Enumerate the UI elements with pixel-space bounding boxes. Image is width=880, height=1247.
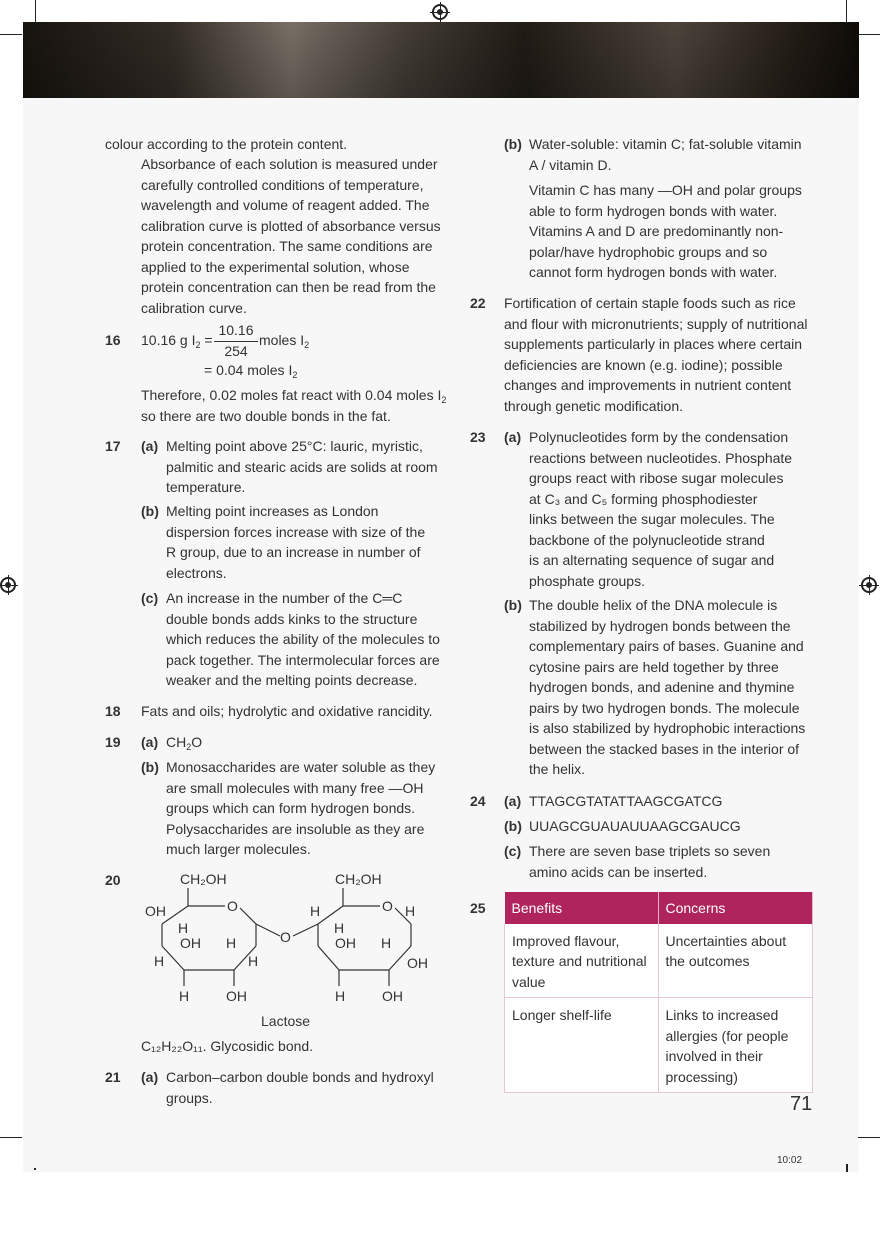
crop-mark — [0, 34, 22, 35]
crop-mark — [846, 0, 847, 22]
q17c-text: An increase in the number of the C═C double bonds adds kinks to the structure which reduces the ability of the molecules to pack together. The intermolecular forces are weaker and the melting points decrease. — [166, 590, 440, 688]
q23a-text: Polynucleotides form by the condensation reactions between nucleotides. Phosphate groups react with ribose sugar molecules at C₃ and C₅ forming phosphodiester links between the sugar molecules. The backbone of the polynucleotide strand is an alternating sequence of sugar and phosphate groups. — [529, 429, 793, 589]
q19a-formula: $CH_2O$ — [166, 734, 203, 752]
ch2oh-label: CH₂OH — [335, 871, 382, 887]
oh-label: OH — [180, 935, 201, 951]
q23b-text: The double helix of the DNA molecule is stabilized by hydrogen bonds between the complementary pairs of bases. Guanine and cytosine pairs are held together by three hydrogen bonds, and adenine and thymine pairs by two hydrogen bonds. The molecule is also stabilized by hydrophobic interactions between the stacked bases in the interior of the helix. — [529, 597, 806, 777]
q16-fraction-line — [214, 341, 258, 342]
lactose-structure-diagram — [130, 866, 450, 1011]
question-number: 18 — [105, 703, 121, 719]
question-number: 16 — [105, 332, 121, 348]
q16-numerator: 10.16 — [218, 322, 254, 338]
crop-mark — [34, 1168, 36, 1170]
crop-mark — [35, 0, 36, 22]
part-label: (a) — [141, 1069, 159, 1085]
crop-mark — [0, 1137, 22, 1138]
question-number: 17 — [105, 438, 121, 454]
benefits-concerns-table — [504, 892, 813, 1093]
oh-label: OH — [407, 955, 428, 971]
h-label: H — [248, 953, 259, 969]
q19b-text: Monosaccharides are water soluble as they are small molecules with many free —OH groups which can form hydrogen bonds. Polysaccharides are insoluble as they are much larger molecules. — [166, 759, 436, 857]
part-label: (c) — [141, 590, 159, 606]
table-cell: Improved flavour, texture and nutritional value — [505, 924, 659, 998]
q20-formula: C₁₂H₂₂O₁₁. Glycosidic bond. — [141, 1038, 314, 1054]
page-number: 71 — [790, 1093, 813, 1115]
q16-result: = 0.04 moles $I_2$ — [204, 362, 298, 380]
part-label: (b) — [141, 759, 159, 775]
part-label: (a) — [504, 793, 522, 809]
crop-mark — [846, 1164, 848, 1172]
q16-denominator: 254 — [224, 343, 248, 359]
absorbance-paragraph: Absorbance of each solution is measured under carefully controlled conditions of temperature, wavelength and volume of reagent added. The calibration curve is plotted of absorbance versus protein concentration. The same conditions are applied to the experimental solution, whose protein concentration can then be read from the calibration curve. — [141, 156, 441, 316]
intro-line: colour according to the protein content. — [105, 136, 348, 152]
table-row — [505, 998, 813, 1093]
question-number: 20 — [105, 872, 121, 888]
part-label: (b) — [504, 818, 522, 834]
ring-oxygen-label: O — [227, 898, 238, 914]
part-label: (b) — [504, 597, 522, 613]
part-label: (b) — [141, 503, 159, 519]
oh-label: OH — [382, 988, 403, 1004]
table-cell: Links to increased allergies (for people involved in their processing) — [658, 998, 813, 1093]
h-label: H — [179, 988, 190, 1004]
q21a-text: Carbon–carbon double bonds and hydroxyl groups. — [166, 1069, 434, 1106]
q22-text: Fortification of certain staple foods such as rice and flour with micronutrients; supply of nutritional supplements particularly in places where certain deficiencies are known (e.g. iodine); possible changes and improvements in nutrient content through genetic modification. — [504, 295, 808, 414]
question-number: 21 — [105, 1069, 121, 1085]
ring-oxygen-label: O — [382, 898, 393, 914]
question-number: 19 — [105, 734, 121, 750]
question-number: 22 — [470, 295, 486, 311]
q16-mass: 10.16 g $I_2$ = — [141, 332, 213, 350]
table-cell: Uncertainties about the outcomes — [658, 924, 813, 998]
h-label: H — [381, 935, 392, 951]
question-number: 23 — [470, 429, 486, 445]
part-label: (a) — [141, 734, 159, 750]
registration-mark-icon — [0, 577, 16, 593]
q21b-text: Water-soluble: vitamin C; fat-soluble vitamin A / vitamin D. — [529, 136, 802, 173]
h-label: H — [334, 920, 345, 936]
part-label: (c) — [504, 843, 522, 859]
table-cell: Longer shelf-life — [505, 998, 659, 1093]
part-label: (a) — [141, 438, 159, 454]
crop-mark — [858, 1137, 880, 1138]
h-label: H — [335, 988, 346, 1004]
q21b-vitamin-text: Vitamin C has many —OH and polar groups able to form hydrogen bonds with water. Vitamins A and D are predominantly non- polar/have hydrophobic groups and so cannot form hydrogen bonds with water. — [529, 182, 802, 280]
table-header-benefits: Benefits — [505, 892, 659, 924]
h-label: H — [154, 953, 165, 969]
registration-mark-icon — [432, 4, 448, 20]
part-label: (b) — [504, 136, 522, 152]
oh-label: OH — [335, 935, 356, 951]
oh-label: OH — [145, 903, 166, 919]
header-banner-image — [23, 22, 859, 98]
ch2oh-label: CH₂OH — [180, 871, 227, 887]
q16-therefore: Therefore, 0.02 moles fat react with 0.04 moles $I_2$ so there are two double bonds in the fat. — [141, 387, 447, 424]
q24b-sequence: UUAGCGUAUAUUAAGCGAUCG — [529, 818, 741, 834]
q24c-text: There are seven base triplets so seven amino acids can be inserted. — [529, 843, 771, 880]
h-label: H — [405, 903, 416, 919]
crop-mark — [858, 34, 880, 35]
h-label: H — [178, 920, 189, 936]
question-number: 25 — [470, 900, 486, 916]
question-number: 24 — [470, 793, 486, 809]
q24a-sequence: TTAGCGTATATTAAGCGATCG — [529, 793, 723, 809]
part-label: (a) — [504, 429, 522, 445]
q18-text: Fats and oils; hydrolytic and oxidative rancidity. — [141, 703, 433, 719]
glycosidic-oxygen-label: O — [280, 929, 291, 945]
lactose-caption: Lactose — [261, 1013, 311, 1029]
table-header-concerns: Concerns — [658, 892, 813, 924]
table-row — [505, 924, 813, 998]
oh-label: OH — [226, 988, 247, 1004]
q17a-text: Melting point above 25°C: lauric, myristic, palmitic and stearic acids are solids at room temperature. — [166, 438, 438, 495]
q17b-text: Melting point increases as London dispersion forces increase with size of the R group, due to an increase in number of electrons. — [166, 503, 426, 581]
q16-moles: moles $I_2$ — [259, 332, 310, 350]
registration-mark-icon — [861, 577, 877, 593]
h-label: H — [226, 935, 237, 951]
h-label: H — [310, 903, 321, 919]
footer-timestamp: 10:02 — [777, 1155, 803, 1166]
